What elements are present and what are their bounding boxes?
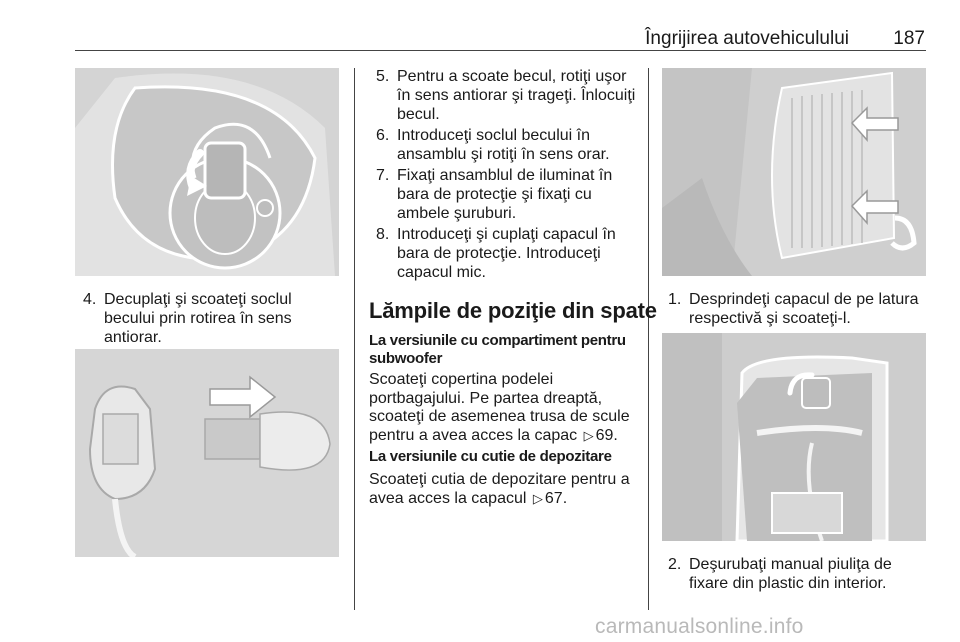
step-number: 4. bbox=[83, 291, 97, 308]
step-text: Introduceţi soclul becului în ansamblu şi rotiţi în sens orar. bbox=[397, 127, 610, 163]
step-right-1 bbox=[668, 290, 930, 328]
figure-trunk-side-cover bbox=[662, 68, 926, 276]
column-divider-1 bbox=[354, 68, 355, 610]
paragraph-subwoofer bbox=[369, 371, 641, 445]
step-text: Introduceţi şi cuplaţi capacul în bara de protecţie. Introduceţi capacul mic. bbox=[397, 226, 616, 281]
figure-bulb-removal bbox=[75, 349, 339, 557]
step-number: 5. bbox=[376, 68, 390, 85]
page-reference: 69. bbox=[595, 426, 618, 444]
triangle-right-icon: ▷ bbox=[532, 490, 543, 506]
section-title: Lămpile de poziţie din spate bbox=[369, 298, 657, 323]
step-text: Fixaţi ansamblul de iluminat în bara de protecţie şi fixaţi cu ambele şuruburi. bbox=[397, 167, 613, 222]
step-number: 2. bbox=[668, 556, 682, 573]
step-number: 7. bbox=[376, 167, 390, 184]
step-text: Deşurubaţi manual piuliţa de fixare din plastic din interior. bbox=[689, 556, 892, 592]
step-text: Pentru a scoate becul, rotiţi uşor în sens antiorar şi trageţi. Înlocuiţi becul. bbox=[397, 68, 636, 123]
step-text: Decuplaţi şi scoateţi soclul becului prin rotirea în sens antiorar. bbox=[104, 291, 292, 346]
paragraph-text: Scoateţi copertina podelei portbagajului. Pe partea dreaptă, scoateţi de asemenea trusa de scule pentru a avea acces la capac bbox=[369, 371, 630, 444]
figure-plastic-nut bbox=[662, 333, 926, 541]
subheading-subwoofer: La versiunile cu compartiment pentru subwoofer bbox=[369, 332, 626, 367]
header-divider bbox=[75, 50, 926, 51]
step-right-2 bbox=[668, 555, 930, 593]
step-5 bbox=[376, 67, 640, 124]
page-reference: 67. bbox=[544, 489, 568, 507]
page-number: 187 bbox=[893, 28, 925, 49]
triangle-right-icon: ▷ bbox=[583, 427, 594, 443]
step-number: 1. bbox=[668, 291, 682, 308]
step-number: 8. bbox=[376, 226, 390, 243]
page-header bbox=[75, 26, 925, 48]
step-number: 6. bbox=[376, 127, 390, 144]
column-divider-2 bbox=[648, 68, 649, 610]
step-7 bbox=[376, 166, 632, 223]
step-6 bbox=[376, 126, 636, 164]
figure-lamp-socket-rotation bbox=[75, 68, 339, 276]
watermark: carmanualsonline.info bbox=[595, 615, 804, 638]
paragraph-storage-box bbox=[369, 471, 641, 508]
step-8 bbox=[376, 225, 632, 282]
step-4 bbox=[83, 290, 333, 347]
subheading-storage-box: La versiunile cu cutie de depozitare bbox=[369, 448, 612, 465]
paragraph-text: Scoateţi cutia de depozitare pentru a avea acces la capacul bbox=[369, 471, 630, 507]
step-text: Desprindeţi capacul de pe latura respectivă şi scoateţi-l. bbox=[689, 291, 919, 327]
header-title: Îngrijirea autovehiculului bbox=[645, 28, 849, 49]
